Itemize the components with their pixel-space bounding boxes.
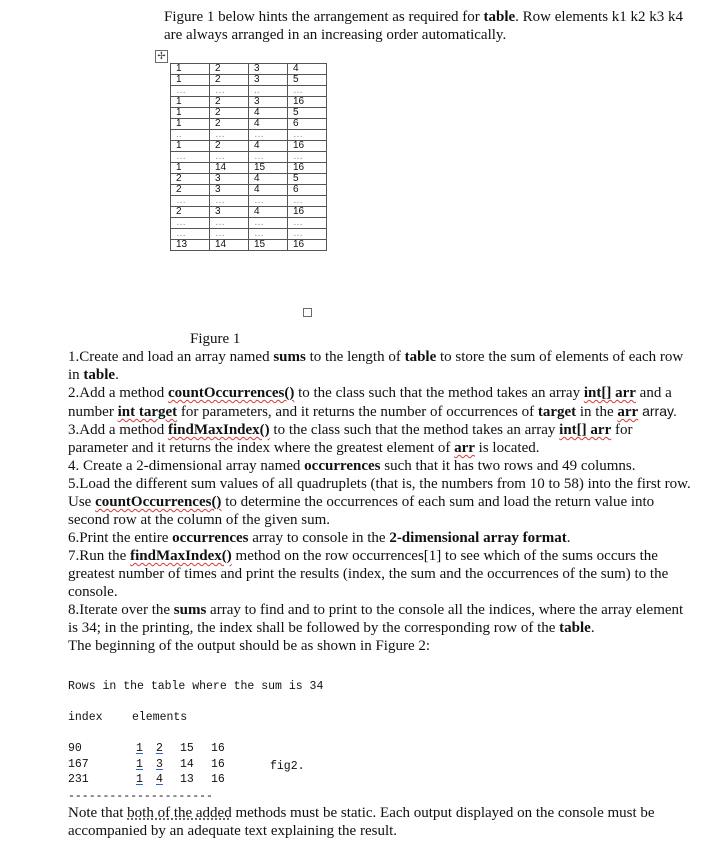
task-5: 5.Load the different sum values of all quadruplets (that is, the numbers from 10 to 58) into the first row. Use countOccurrences() to determine the occurrences of each sum and load the return value into second row at the column of the given sum. — [68, 476, 691, 528]
task-1: 1.Create and load an array named sums to the length of table to store the sum of elements of each row in table. — [68, 349, 684, 383]
task-2: 2.Add a method countOccurrences() to the class such that the method takes an array int[] arr and a number int target for parameters, and it returns the number of occurrences of target in the arr array. — [68, 385, 677, 420]
task-list — [68, 348, 696, 655]
intro-paragraph — [164, 8, 684, 44]
table-cell: .. — [171, 130, 210, 141]
table-cell: 2 — [171, 207, 210, 218]
task-7: 7.Run the findMaxIndex() method on the row occurrences[1] to see which of the sums occurs the greatest number of times and print the results (index, the sum and the occurrences of the sum) to the console. — [68, 548, 669, 600]
table-cell: … — [288, 218, 327, 229]
table-cell: … — [288, 130, 327, 141]
console-row-element: 1 — [136, 773, 143, 786]
console-row-element: 2 — [156, 742, 163, 755]
table-cell: 14 — [210, 163, 249, 174]
table-resize-handle-icon[interactable] — [303, 308, 312, 317]
table-cell: 4 — [249, 119, 288, 130]
table-cell: … — [288, 229, 327, 240]
table-cell: 1 — [171, 97, 210, 108]
table-cell: 4 — [249, 141, 288, 152]
table-cell: 1 — [171, 75, 210, 86]
table-cell: … — [249, 130, 288, 141]
figure1-caption: Figure 1 — [190, 331, 241, 347]
console-row-element: 3 — [156, 758, 163, 771]
table-row — [171, 130, 327, 141]
table-cell: 2 — [210, 97, 249, 108]
table-cell: 2 — [210, 64, 249, 75]
table-row — [171, 185, 327, 196]
table-cell: … — [210, 229, 249, 240]
table-cell: 4 — [249, 174, 288, 185]
table-cell: 2 — [171, 174, 210, 185]
table-cell: … — [210, 130, 249, 141]
table-cell: … — [210, 196, 249, 207]
table-cell: .. — [249, 86, 288, 97]
figure2-label: fig2. — [270, 760, 305, 773]
table-cell: … — [171, 152, 210, 163]
task-6: 6.Print the entire occurrences array to console in the 2-dimensional array format. — [68, 530, 571, 546]
table-cell: 16 — [288, 163, 327, 174]
table-cell: 6 — [288, 185, 327, 196]
table-row — [171, 207, 327, 218]
console-row-element: 1 — [136, 758, 143, 771]
console-row-index: 231 — [68, 773, 89, 786]
table-row — [171, 229, 327, 240]
table-cell: 16 — [288, 97, 327, 108]
console-row-element: 14 — [180, 758, 194, 771]
table-move-handle-icon[interactable] — [155, 50, 168, 63]
table-cell: 16 — [288, 207, 327, 218]
table-cell: … — [249, 196, 288, 207]
table-cell: … — [288, 152, 327, 163]
table-cell: … — [171, 86, 210, 97]
table-cell: 1 — [171, 141, 210, 152]
table-row — [171, 218, 327, 229]
table-cell: 15 — [249, 163, 288, 174]
table-row — [171, 152, 327, 163]
table-cell: 5 — [288, 75, 327, 86]
table-row — [171, 64, 327, 75]
console-row-element: 16 — [211, 773, 225, 786]
table-cell: 1 — [171, 119, 210, 130]
console-header-index: index — [68, 711, 103, 724]
table-cell: 2 — [210, 75, 249, 86]
table-cell: 6 — [288, 119, 327, 130]
table-row — [171, 97, 327, 108]
note-paragraph: Note that both of the added methods must be static. Each output displayed on the console must be accompanied by an adequate text explaining the result. — [68, 805, 655, 839]
table-row — [171, 196, 327, 207]
table-cell: … — [249, 229, 288, 240]
console-row-element: 16 — [211, 758, 225, 771]
console-header-elements: elements — [132, 711, 188, 724]
table-row — [171, 174, 327, 185]
table-cell: 4 — [288, 64, 327, 75]
table-cell: … — [171, 229, 210, 240]
table-cell: … — [288, 86, 327, 97]
table-row — [171, 75, 327, 86]
table-row — [171, 86, 327, 97]
table-cell: … — [171, 218, 210, 229]
task-8: 8.Iterate over the sums array to find and to print to the console all the indices, where the array element is 34; in the printing, the index shall be followed by the corresponding row of the table. — [68, 602, 684, 636]
table-cell: … — [210, 218, 249, 229]
console-row-element: 15 — [180, 742, 194, 755]
console-row-index: 167 — [68, 758, 89, 771]
table-cell: 4 — [249, 207, 288, 218]
table-cell: 3 — [249, 75, 288, 86]
move-glyph: ✢ — [157, 51, 166, 62]
table-cell: … — [171, 196, 210, 207]
table-row — [171, 141, 327, 152]
table-cell: … — [210, 86, 249, 97]
table-cell: 16 — [288, 240, 327, 251]
table-cell: 4 — [249, 185, 288, 196]
intro-lead: Figure 1 below hints the arrangement as required for — [164, 9, 480, 25]
table-cell: 3 — [210, 207, 249, 218]
table-cell: 3 — [249, 64, 288, 75]
table-cell: 3 — [249, 97, 288, 108]
table-cell: 2 — [210, 108, 249, 119]
table-row — [171, 163, 327, 174]
console-title: Rows in the table where the sum is 34 — [68, 680, 324, 693]
intro-tail: . Row elements k1 k2 k3 k4 are always arranged in an increasing order automatically. — [164, 9, 684, 43]
console-row-element: 1 — [136, 742, 143, 755]
table-cell: 5 — [288, 108, 327, 119]
console-rule: --------------------- — [68, 790, 213, 803]
table-cell: 1 — [171, 108, 210, 119]
table-cell: 15 — [249, 240, 288, 251]
table-cell: 2 — [210, 119, 249, 130]
task-4: 4. Create a 2-dimensional array named occurrences such that it has two rows and 49 columns. — [68, 458, 636, 474]
table-row — [171, 108, 327, 119]
table-cell: 2 — [210, 141, 249, 152]
table-cell: 1 — [171, 64, 210, 75]
task-8-output-note: The beginning of the output should be as shown in Figure 2: — [68, 638, 431, 654]
table-cell: 4 — [249, 108, 288, 119]
table-cell: … — [288, 196, 327, 207]
table-row — [171, 119, 327, 130]
console-row-element: 13 — [180, 773, 194, 786]
table-cell: … — [249, 218, 288, 229]
table-cell: … — [210, 152, 249, 163]
table-cell: 5 — [288, 174, 327, 185]
task-3: 3.Add a method findMaxIndex() to the class such that the method takes an array int[] arr for parameter and it returns the index where the greatest element of arr is located. — [68, 422, 633, 456]
table-cell: 2 — [171, 185, 210, 196]
table-row — [171, 240, 327, 251]
table-cell: 13 — [171, 240, 210, 251]
table-cell: 16 — [288, 141, 327, 152]
table-cell: 1 — [171, 163, 210, 174]
intro-table-word: table — [483, 9, 516, 25]
table-cell: 3 — [210, 174, 249, 185]
console-row-element: 16 — [211, 742, 225, 755]
console-row-element: 4 — [156, 773, 163, 786]
table-cell: 14 — [210, 240, 249, 251]
console-row-index: 90 — [68, 742, 82, 755]
table-cell: 3 — [210, 185, 249, 196]
table-cell: … — [249, 152, 288, 163]
figure1-table — [170, 63, 327, 251]
